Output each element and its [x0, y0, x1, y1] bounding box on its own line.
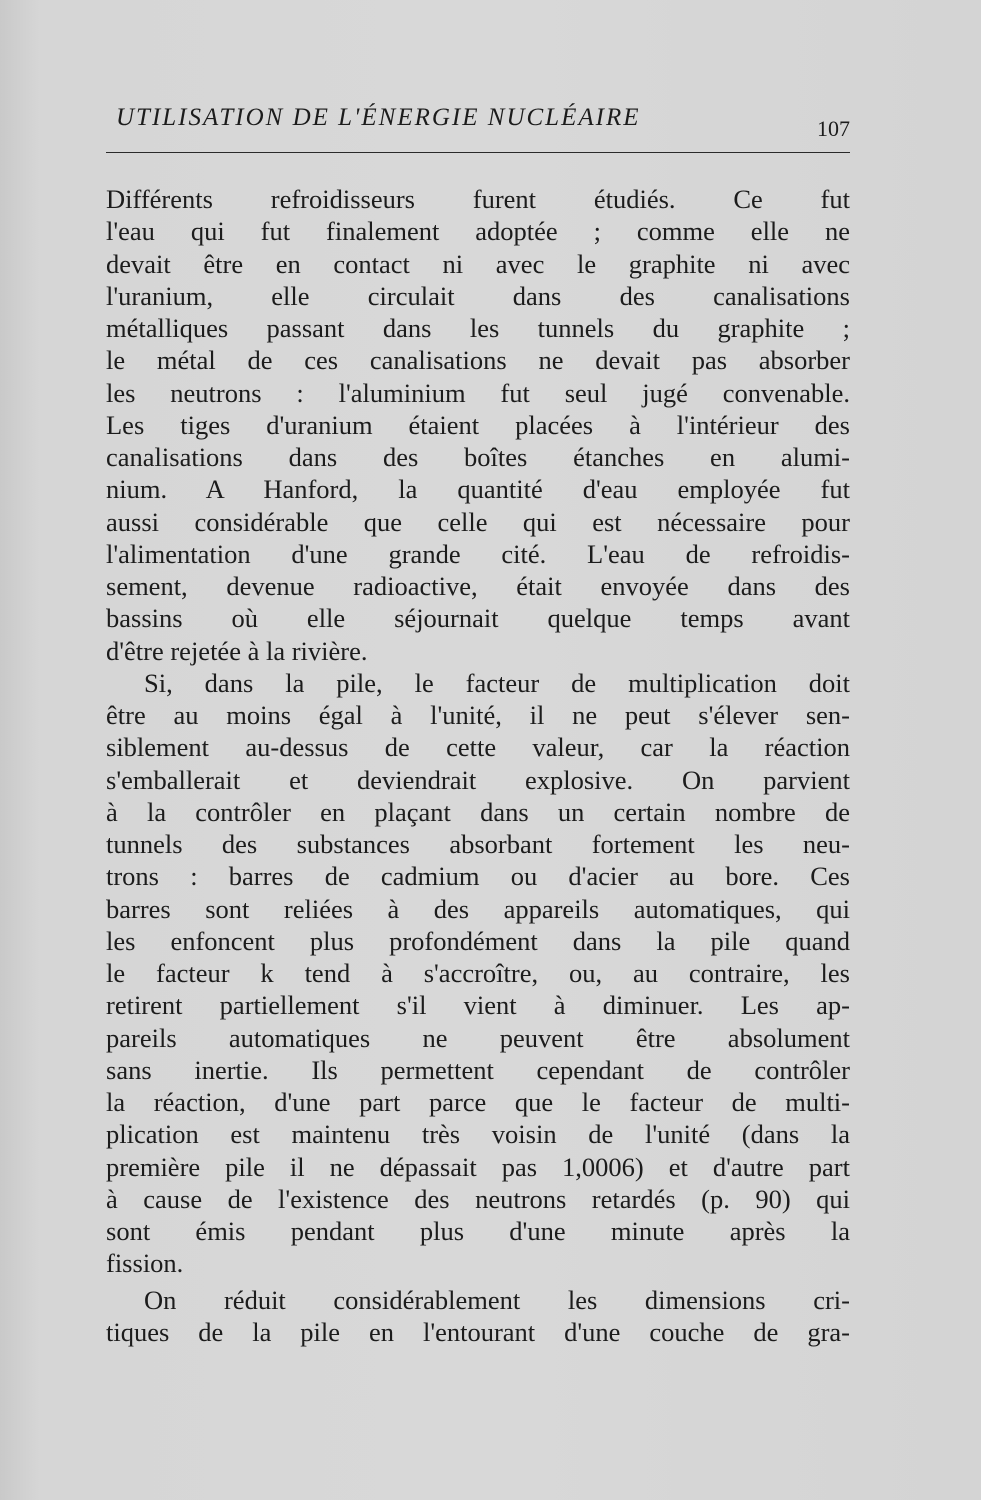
paragraph-3	[106, 1284, 850, 1349]
text-line: à la contrôler en plaçant dans un certain nombre de	[106, 796, 850, 827]
text-line: première pile il ne dépassait pas 1,0006) et d'autre part	[106, 1151, 850, 1182]
text-line: à cause de l'existence des neutrons retardés (p. 90) qui	[106, 1183, 850, 1214]
header-rule	[106, 152, 850, 153]
text-line: trons : barres de cadmium ou d'acier au bore. Ces	[106, 861, 850, 892]
text-line: siblement au-dessus de cette valeur, car la réaction	[106, 732, 850, 763]
paragraph-1	[106, 183, 850, 667]
text-line: métalliques passant dans les tunnels du graphite ;	[106, 313, 850, 343]
text-line: nium. A Hanford, la quantité d'eau employée fut	[106, 474, 850, 505]
text-line: le métal de ces canalisations ne devait pas absorber	[106, 345, 850, 376]
text-line: la réaction, d'une part parce que le facteur de multi-	[106, 1087, 850, 1117]
running-title: UTILISATION DE L'ÉNERGIE NUCLÉAIRE	[116, 104, 641, 131]
text-line: sans inertie. Ils permettent cependant de contrôler	[106, 1054, 850, 1085]
text-line: l'alimentation d'une grande cité. L'eau de refroidis-	[106, 538, 850, 569]
text-line: Les tiges d'uranium étaient placées à l'intérieur des	[106, 409, 850, 440]
paragraph-2	[106, 667, 850, 1280]
text-line: devait être en contact ni avec le graphite ni avec	[106, 248, 850, 279]
text-line: sement, devenue radioactive, était envoyée dans des	[106, 571, 850, 601]
text-line: l'uranium, elle circulait dans des canalisations	[106, 280, 850, 311]
body-text	[106, 183, 850, 1348]
text-line: plication est maintenu très voisin de l'unité (dans la	[106, 1119, 850, 1150]
text-line: sont émis pendant plus d'une minute après la	[106, 1216, 850, 1246]
running-head	[106, 104, 850, 140]
text-line: Si, dans la pile, le facteur de multiplication doit	[144, 667, 850, 698]
text-line: retirent partiellement s'il vient à diminuer. Les ap-	[106, 990, 850, 1021]
text-line: pareils automatiques ne peuvent être absolument	[106, 1022, 850, 1053]
text-line: On réduit considérablement les dimensions cri-	[144, 1284, 850, 1315]
page-number: 107	[817, 116, 850, 141]
text-line: s'emballerait et deviendrait explosive. On parvient	[106, 764, 850, 795]
text-line: tiques de la pile en l'entourant d'une couche de gra-	[106, 1316, 850, 1347]
text-line: les enfoncent plus profondément dans la pile quand	[106, 925, 850, 956]
text-line: être au moins égal à l'unité, il ne peut s'élever sen-	[106, 700, 850, 730]
text-line: aussi considérable que celle qui est nécessaire pour	[106, 506, 850, 537]
text-line: tunnels des substances absorbant fortement les neu-	[106, 829, 850, 859]
text-line: les neutrons : l'aluminium fut seul jugé convenable.	[106, 377, 850, 408]
text-line: canalisations dans des boîtes étanches en alumi-	[106, 442, 850, 472]
text-line: le facteur k tend à s'accroître, ou, au contraire, les	[106, 958, 850, 988]
text-line: l'eau qui fut finalement adoptée ; comme elle ne	[106, 216, 850, 247]
text-line: d'être rejetée à la rivière.	[106, 635, 368, 666]
text-line: Différents refroidisseurs furent étudiés. Ce fut	[106, 184, 850, 214]
text-line: barres sont reliées à des appareils automatiques, qui	[106, 893, 850, 924]
text-line: bassins où elle séjournait quelque temps avant	[106, 603, 850, 634]
text-line: fission.	[106, 1248, 184, 1279]
